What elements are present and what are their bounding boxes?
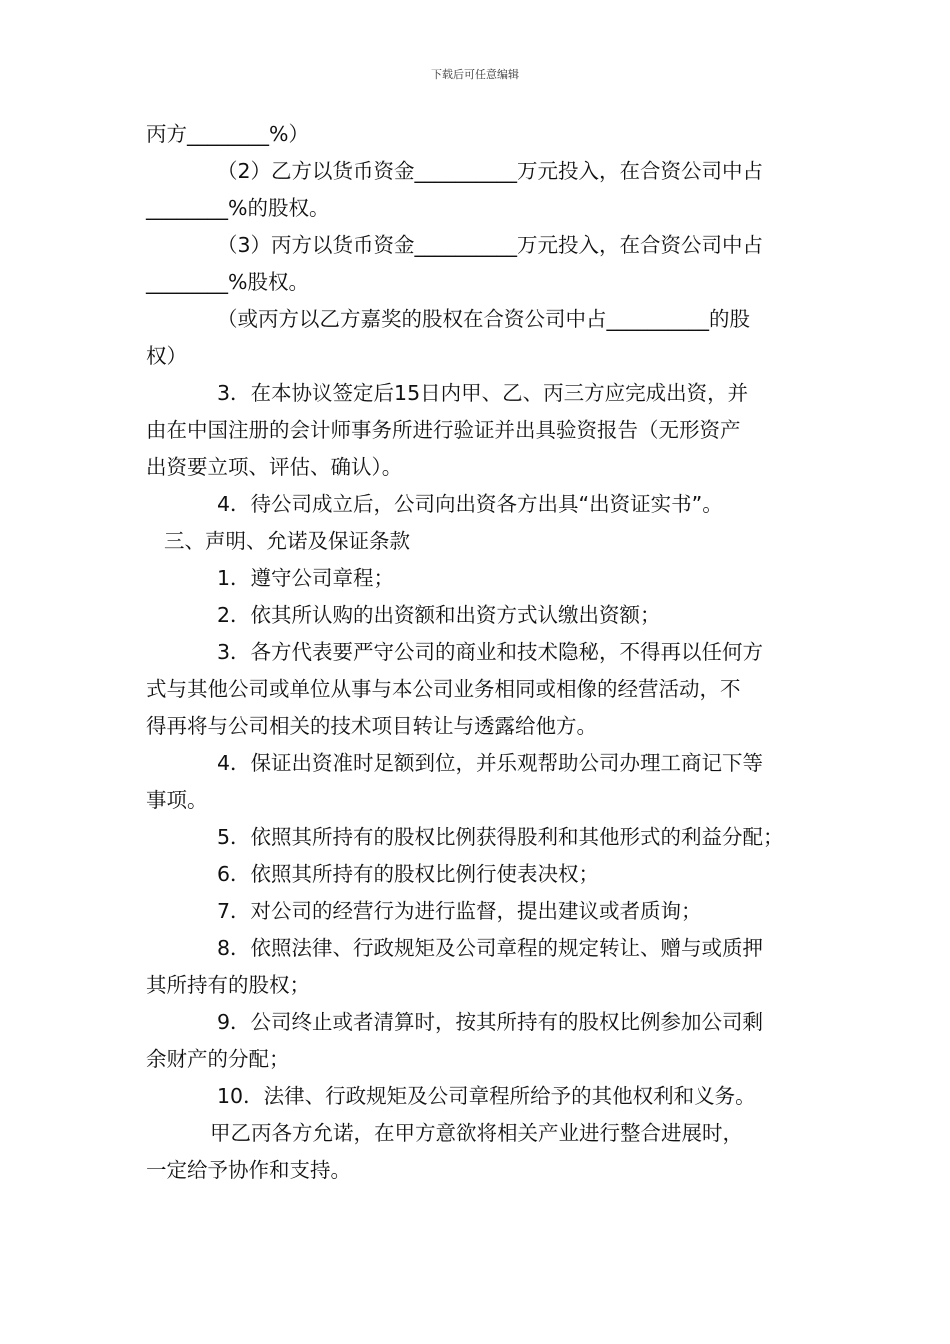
text-line: 式与其他公司或单位从事与本公司业务相同或相像的经营活动，不 bbox=[146, 677, 741, 701]
text-line: 甲乙丙各方允诺，在甲方意欲将相关产业进行整合进展时， bbox=[210, 1121, 743, 1145]
text-line: （2）乙方以货币资金__________万元投入，在合资公司中占 bbox=[217, 159, 764, 183]
text-line: 事项。 bbox=[146, 788, 208, 812]
text-line: 2．依其所认购的出资额和出资方式认缴出资额； bbox=[217, 603, 661, 627]
text-line: 8．依照法律、行政规矩及公司章程的规定转让、赠与或质押 bbox=[217, 936, 764, 960]
text-line: 三、声明、允诺及保证条款 bbox=[164, 529, 410, 553]
text-line: 7．对公司的经营行为进行监督，提出建议或者质询； bbox=[217, 899, 702, 923]
text-line: 得再将与公司相关的技术项目转让与透露给他方。 bbox=[146, 714, 597, 738]
text-line: 10．法律、行政规矩及公司章程所给予的其他权利和义务。 bbox=[217, 1084, 756, 1108]
text-line: 出资要立项、评估、确认）。 bbox=[146, 455, 403, 479]
text-line: ________%股权。 bbox=[146, 270, 309, 294]
text-line: 3．各方代表要严守公司的商业和技术隐秘，不得再以任何方 bbox=[217, 640, 764, 664]
text-line: 9．公司终止或者清算时，按其所持有的股权比例参加公司剩 bbox=[217, 1010, 764, 1034]
text-line: ________%的股权。 bbox=[146, 196, 330, 220]
text-line: 权） bbox=[146, 344, 187, 368]
text-line: 4．待公司成立后，公司向出资各方出具“出资证实书”。 bbox=[217, 492, 723, 516]
text-line: 3．在本协议签定后15日内甲、乙、丙三方应完成出资，并 bbox=[217, 381, 749, 405]
text-line: 1．遵守公司章程； bbox=[217, 566, 395, 590]
text-line: 丙方________%） bbox=[146, 122, 309, 146]
text-line: 4．保证出资准时足额到位，并乐观帮助公司办理工商记下等 bbox=[217, 751, 764, 775]
text-line: 6．依照其所持有的股权比例行使表决权； bbox=[217, 862, 600, 886]
page-header: 下载后可任意编辑 bbox=[431, 68, 519, 81]
text-line: （或丙方以乙方嘉奖的股权在合资公司中占__________的股 bbox=[217, 307, 750, 331]
text-line: 其所持有的股权； bbox=[146, 973, 310, 997]
text-line: 一定给予协作和支持。 bbox=[146, 1158, 351, 1182]
document-body bbox=[146, 116, 812, 1189]
text-line: 由在中国注册的会计师事务所进行验证并出具验资报告（无形资产 bbox=[146, 418, 741, 442]
text-line: 5．依照其所持有的股权比例获得股利和其他形式的利益分配； bbox=[217, 825, 784, 849]
text-line: （3）丙方以货币资金__________万元投入，在合资公司中占 bbox=[217, 233, 764, 257]
text-line: 余财产的分配； bbox=[146, 1047, 290, 1071]
